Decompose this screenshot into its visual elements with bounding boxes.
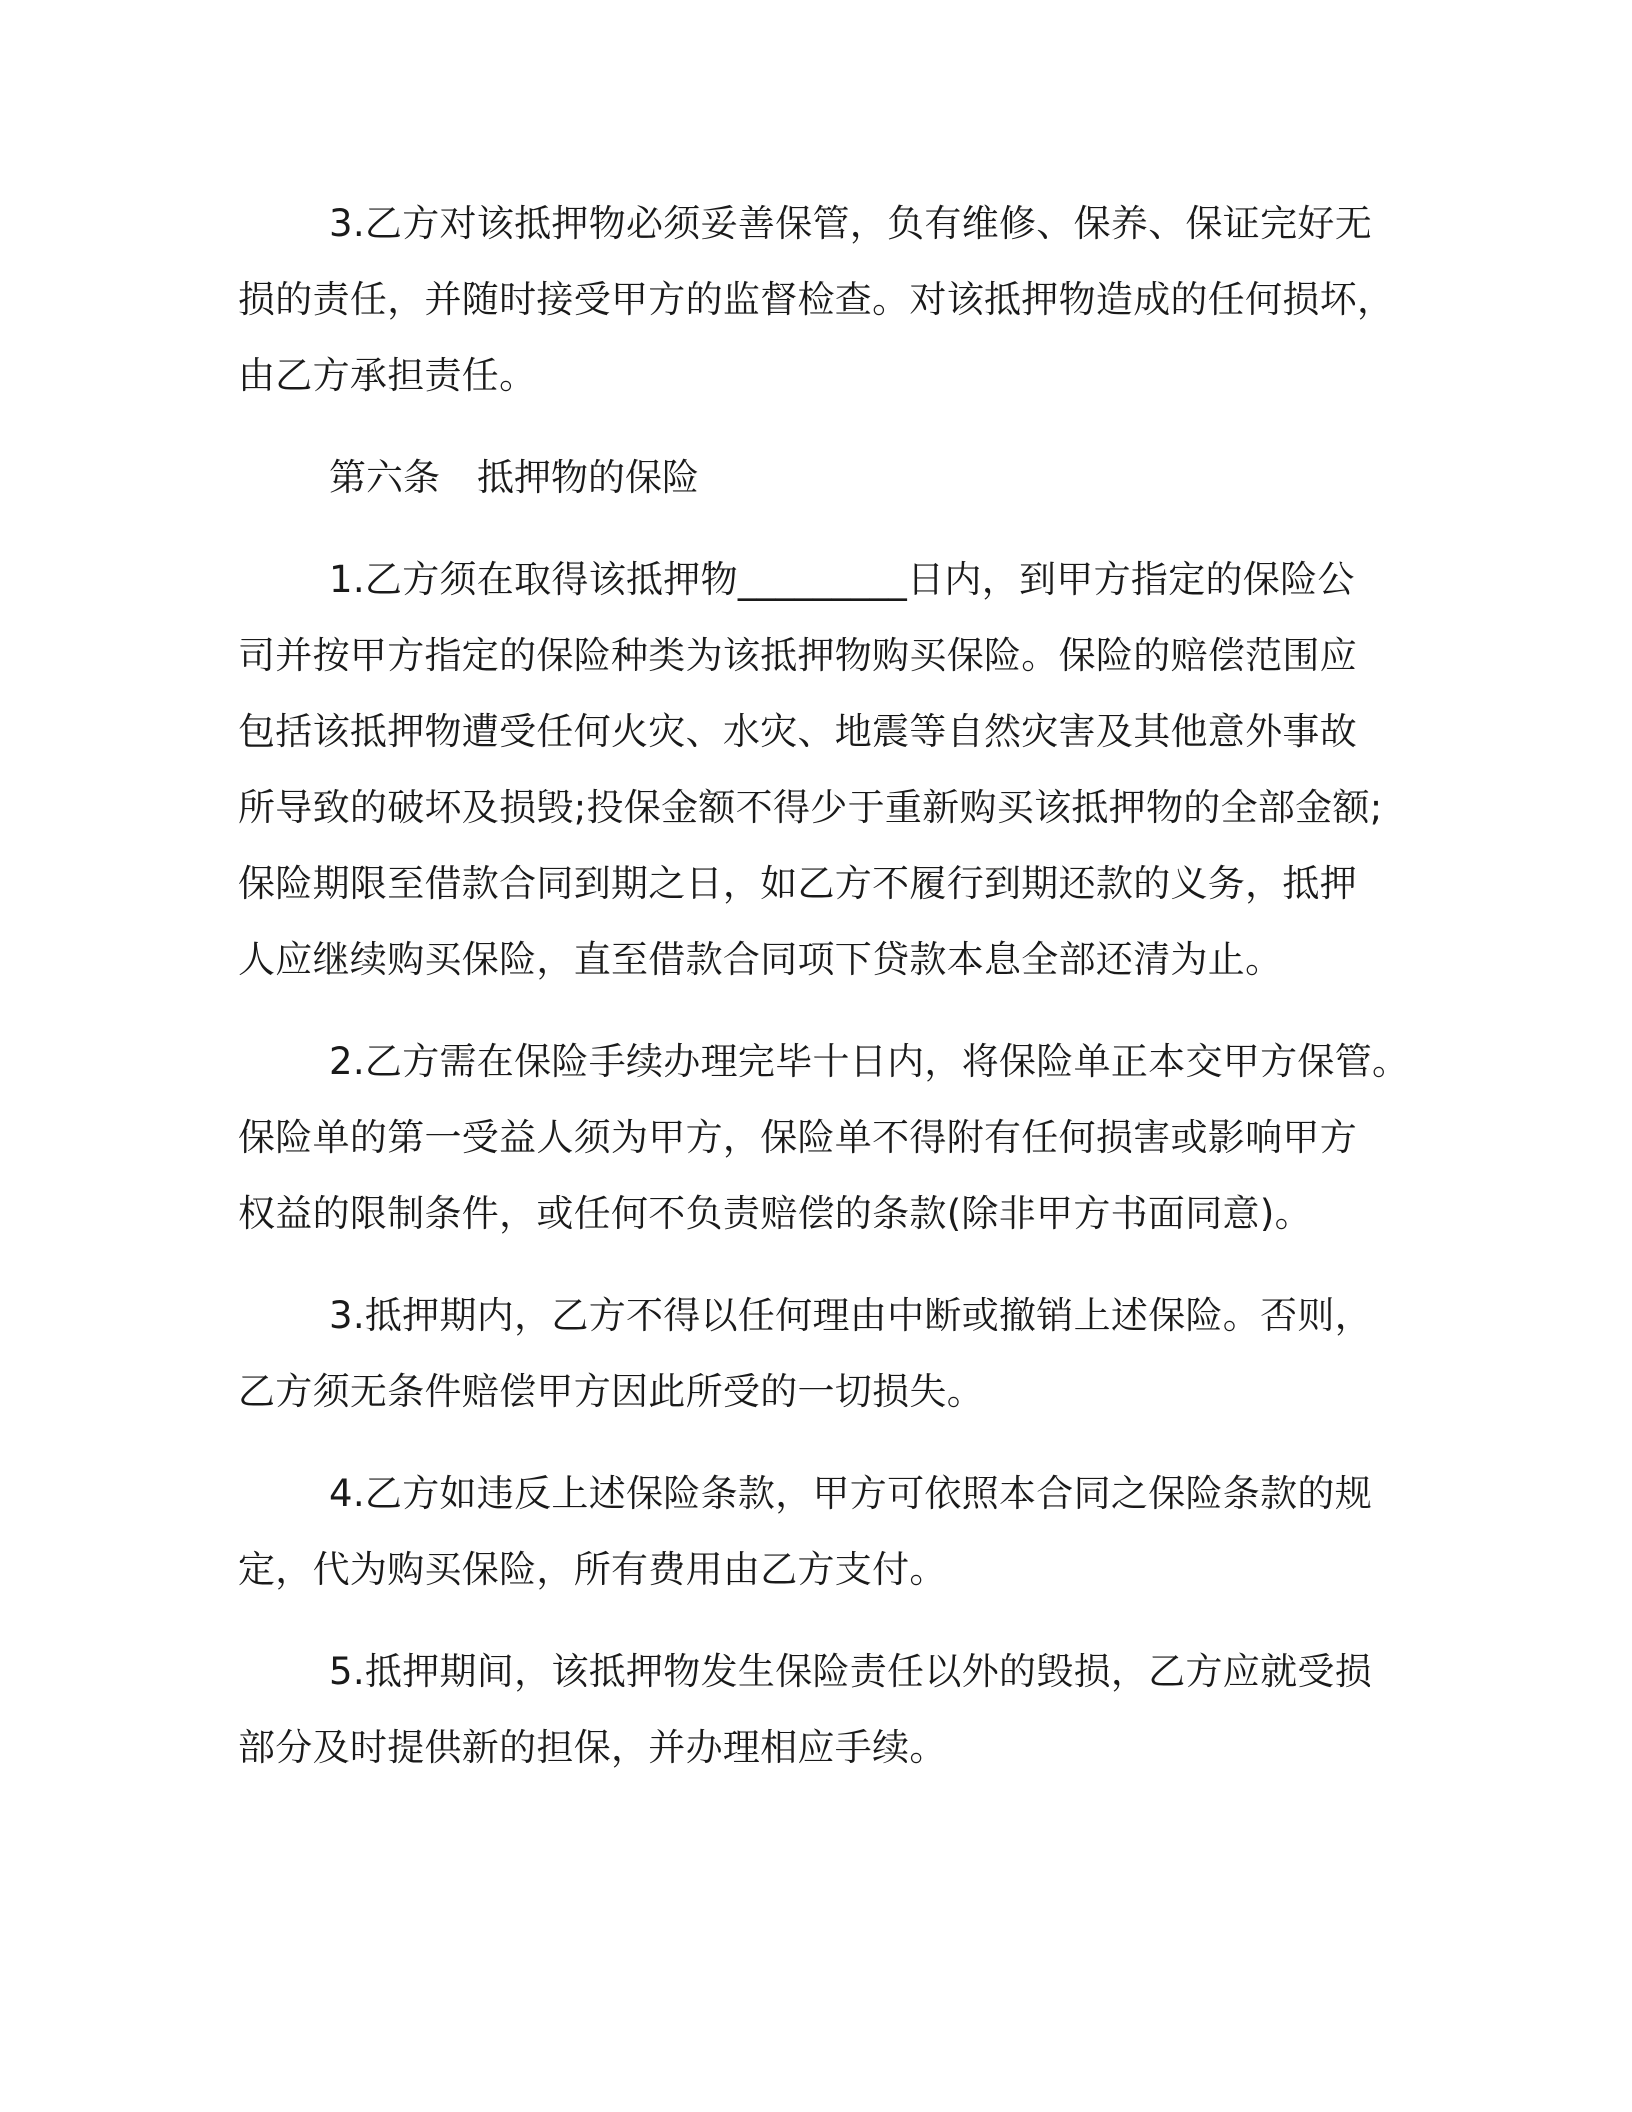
paragraph-line: 3.抵押期内，乙方不得以任何理由中断或撤销上述保险。否则，	[329, 1294, 1372, 1337]
paragraph-line: 1.乙方须在取得该抵押物_________日内，到甲方指定的保险公	[329, 558, 1355, 601]
paragraph-line: 损的责任，并随时接受甲方的监督检查。对该抵押物造成的任何损坏，	[238, 278, 1395, 321]
clause-6-5-paragraph	[238, 1634, 1394, 1786]
paragraph-line: 5.抵押期间，该抵押物发生保险责任以外的毁损，乙方应就受损	[329, 1650, 1372, 1693]
paragraph-line: 3.乙方对该抵押物必须妥善保管，负有维修、保养、保证完好无	[329, 202, 1372, 245]
clause-6-2-paragraph	[238, 1024, 1410, 1252]
paragraph-line: 部分及时提供新的担保，并办理相应手续。	[238, 1726, 947, 1769]
clause-6-3-paragraph	[238, 1278, 1394, 1430]
paragraph-line: 司并按甲方指定的保险种类为该抵押物购买保险。保险的赔偿范围应	[238, 634, 1357, 677]
article-6-heading: 第六条 抵押物的保险	[329, 456, 699, 499]
paragraph-line: 权益的限制条件，或任何不负责赔偿的条款(除非甲方书面同意)。	[238, 1192, 1312, 1235]
clause-6-4-paragraph	[238, 1456, 1394, 1608]
paragraph-line: 人应继续购买保险，直至借款合同项下贷款本息全部还清为止。	[238, 938, 1283, 981]
paragraph-line: 保险期限至借款合同到期之日，如乙方不履行到期还款的义务，抵押	[238, 862, 1357, 905]
paragraph-line: 由乙方承担责任。	[238, 354, 537, 397]
clause-6-1-paragraph	[238, 542, 1394, 998]
paragraph-line: 4.乙方如违反上述保险条款，甲方可依照本合同之保险条款的规	[329, 1472, 1372, 1515]
paragraph-line: 2.乙方需在保险手续办理完毕十日内，将保险单正本交甲方保管。	[329, 1040, 1410, 1083]
paragraph-line: 保险单的第一受益人须为甲方，保险单不得附有任何损害或影响甲方	[238, 1116, 1357, 1159]
paragraph-line: 乙方须无条件赔偿甲方因此所受的一切损失。	[238, 1370, 984, 1413]
clause-5-3-paragraph	[238, 186, 1394, 414]
paragraph-line: 所导致的破坏及损毁;投保金额不得少于重新购买该抵押物的全部金额;	[238, 786, 1383, 829]
paragraph-line: 定，代为购买保险，所有费用由乙方支付。	[238, 1548, 947, 1591]
document-body	[238, 186, 1410, 1812]
paragraph-line: 包括该抵押物遭受任何火灾、水灾、地震等自然灾害及其他意外事故	[238, 710, 1357, 753]
